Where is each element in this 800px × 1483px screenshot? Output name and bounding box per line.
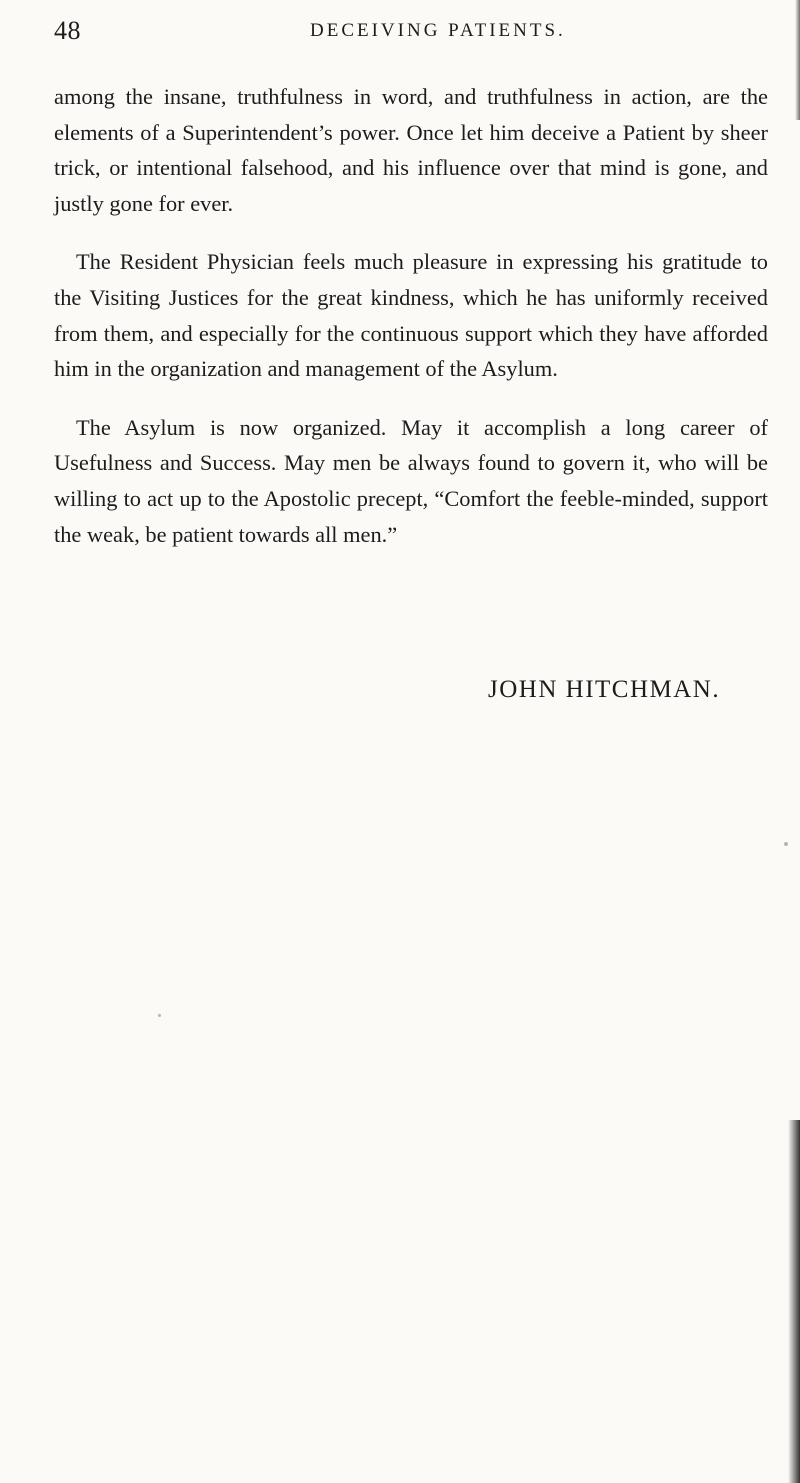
page-number: 48 bbox=[54, 16, 81, 45]
running-head: DECEIVING PATIENTS. bbox=[310, 20, 566, 41]
page-header bbox=[54, 16, 774, 52]
page-edge-shadow-bottom bbox=[788, 1120, 800, 1483]
paper-speck bbox=[158, 1014, 161, 1017]
paragraph-2: The Resident Physician feels much pleasure in expressing his gratitude to the Visiting Justices for the great kindness, which he has uniformly received from them, and especially for the continuous support which they have afforded him in the organization and management of the Asylum. bbox=[54, 249, 768, 382]
signature: JOHN HITCHMAN. bbox=[488, 676, 721, 703]
body-text bbox=[54, 79, 768, 575]
page-edge-shadow-top bbox=[795, 0, 800, 120]
paper-speck bbox=[784, 842, 788, 846]
paragraph-1: among the insane, truthfulness in word, and truthfulness in action, are the elements of a Superintendent’s power. Once let him deceive a Patient by sheer trick, or intentional falsehood, and his influence over that mind is gone, and justly gone for ever. bbox=[54, 84, 768, 216]
paragraph-3: The Asylum is now organized. May it accomplish a long career of Usefulness and Success. May men be always found to govern it, who will be willing to act up to the Apostolic precept, “Comfort the feeble-minded, support the weak, be patient towards all men.” bbox=[54, 414, 768, 547]
